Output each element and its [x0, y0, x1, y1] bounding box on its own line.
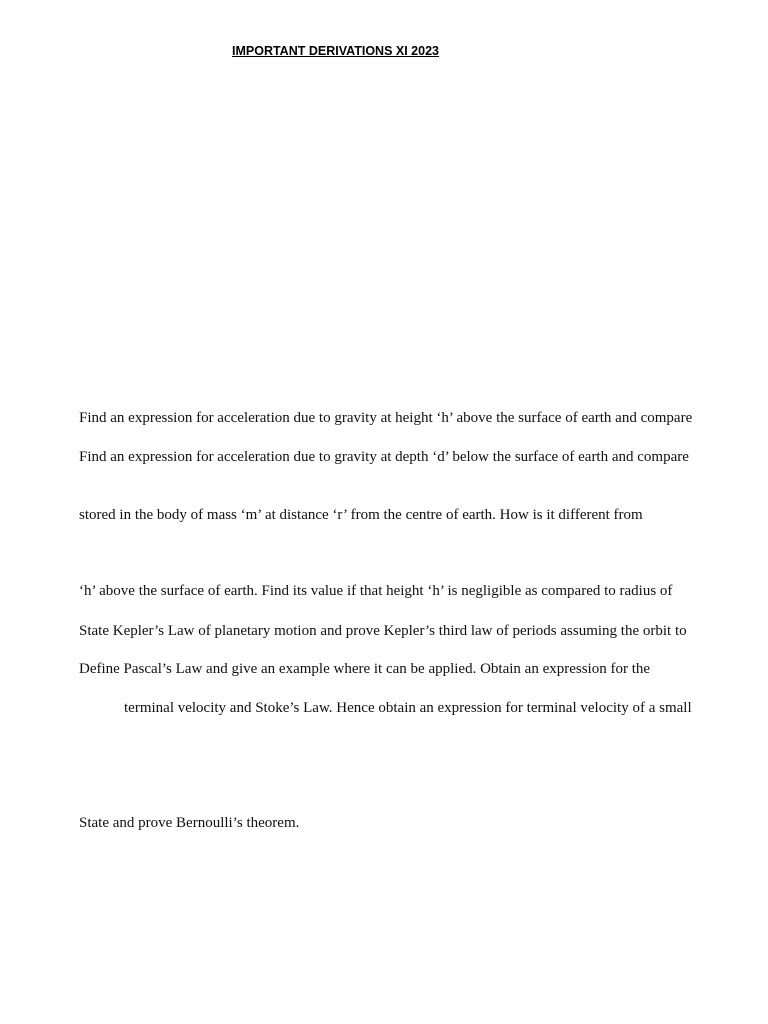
text-line-kepler-law: State Kepler’s Law of planetary motion and prove Kepler’s third law of periods assuming the orbit to [79, 623, 687, 639]
text-line-gravity-height: Find an expression for acceleration due to gravity at height ‘h’ above the surface of earth and compare [79, 410, 693, 426]
text-line-potential-energy: stored in the body of mass ‘m’ at distance ‘r’ from the centre of earth. How is it different from [79, 507, 643, 523]
text-line-terminal-velocity: terminal velocity and Stoke’s Law. Hence obtain an expression for terminal velocity of a small [124, 700, 692, 716]
document-title: IMPORTANT DERIVATIONS XI 2023 [232, 44, 439, 58]
text-line-bernoulli: State and prove Bernoulli’s theorem. [79, 815, 300, 831]
text-line-gravity-depth: Find an expression for acceleration due to gravity at depth ‘d’ below the surface of earth and compare [79, 449, 689, 465]
text-line-escape-height: ‘h’ above the surface of earth. Find its value if that height ‘h’ is negligible as compared to radius of [79, 583, 673, 599]
text-line-pascal-law: Define Pascal’s Law and give an example where it can be applied. Obtain an expression for the [79, 661, 651, 677]
